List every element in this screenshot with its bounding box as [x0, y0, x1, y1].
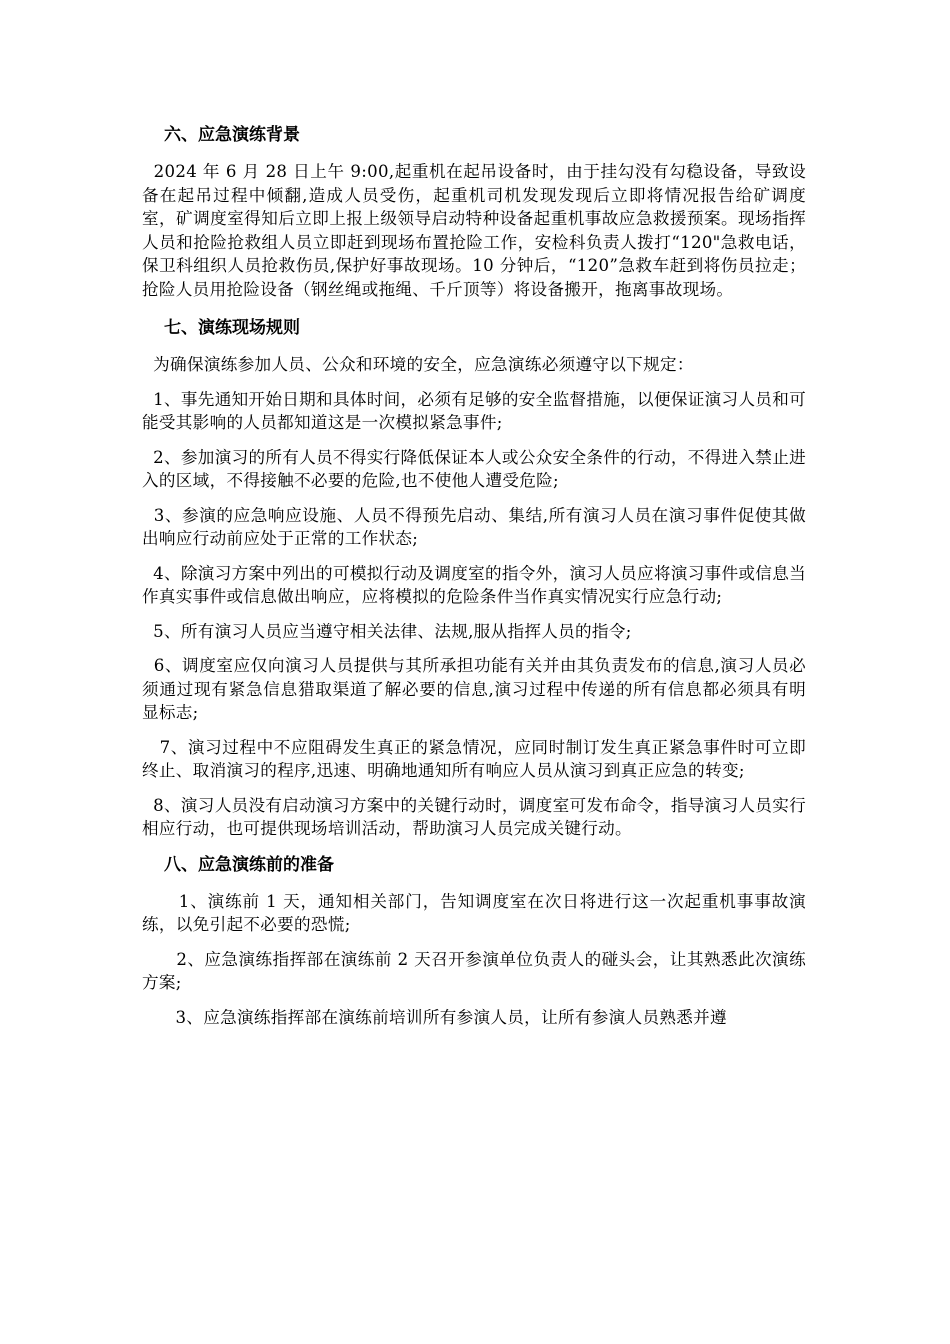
rule-item: 6、调度室应仅向演习人员提供与其所承担功能有关并由其负责发布的信息,演习人员必须通过现有紧急信息猎取渠道了解必要的信息,演习过程中传递的所有信息都必须具有明显标志;: [142, 656, 806, 722]
document-page: [142, 122, 806, 1040]
rule-item: 4、除演习方案中列出的可模拟行动及调度室的指令外，演习人员应将演习事件或信息当作真实事件或信息做出响应，应将模拟的危险条件当作真实情况实行应急行动;: [142, 563, 806, 606]
rule-item: 2、参加演习的所有人员不得实行降低保证本人或公众安全条件的行动，不得进入禁止进入的区域，不得接触不必要的危险,也不使他人遭受危险;: [142, 447, 806, 490]
preparation-item: 3、应急演练指挥部在演练前培训所有参演人员，让所有参演人员熟悉并遵: [142, 1007, 727, 1027]
rule-item: 3、参演的应急响应设施、人员不得预先启动、集结,所有演习人员在演习事件促使其做出响应行动前应处于正常的工作状态;: [142, 505, 806, 548]
section-heading-six: 六、应急演练背景: [164, 125, 300, 145]
section-heading-eight: 八、应急演练前的准备: [164, 854, 334, 875]
preparation-item: 2、应急演练指挥部在演练前 2 天召开参演单位负责人的碰头会，让其熟悉此次演练方案;: [142, 949, 806, 992]
rule-item: 5、所有演习人员应当遵守相关法律、法规,服从指挥人员的指令;: [142, 621, 632, 641]
rule-item: 1、事先通知开始日期和具体时间，必须有足够的安全监督措施，以便保证演习人员和可能受其影响的人员都知道这是一次模拟紧急事件;: [142, 389, 806, 432]
preparation-item: 1、演练前 1 天，通知相关部门，告知调度室在次日将进行这一次起重机事事故演练，以免引起不必要的恐慌;: [142, 891, 806, 934]
rules-intro: 为确保演练参加人员、公众和环境的安全，应急演练必须遵守以下规定：: [142, 355, 694, 374]
section-heading-seven: 七、演练现场规则: [164, 318, 300, 338]
background-paragraph: 2024 年 6 月 28 日上午 9:00,起重机在起吊设备时，由于挂勾没有勾稳设备，导致设备在起吊过程中倾翻,造成人员受伤，起重机司机发现发现后立即将情况报告给矿调度室，矿调度室得知后立即上报上级领导启动特种设备起重机事故应急救援预案。现场指挥人员和抢险抢救组人员立即赶到现场布置抢险工作，安检科负责人拨打“120"急救电话，保卫科组织人员抢救伤员,保护好事故现场。10 分钟后，“120”急救车赶到将伤员拉走；抢险人员用抢险设备（钢丝绳或拖绳、千斤顶等）将设备搬开，拖离事故现场。: [142, 162, 807, 299]
rule-item: 8、演习人员没有启动演习方案中的关键行动时，调度室可发布命令，指导演习人员实行相应行动，也可提供现场培训活动，帮助演习人员完成关键行动。: [142, 795, 806, 838]
rule-item: 7、演习过程中不应阻碍发生真正的紧急情况，应同时制订发生真正紧急事件时可立即终止、取消演习的程序,迅速、明确地通知所有响应人员从演习到真正应急的转变;: [142, 737, 806, 780]
